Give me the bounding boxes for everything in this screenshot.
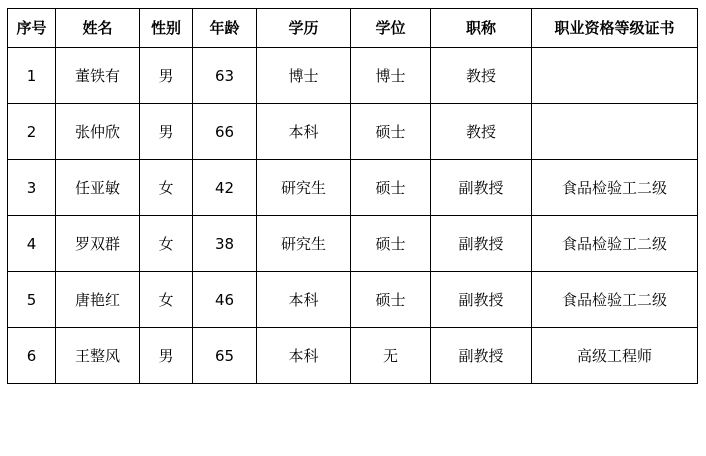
cell-title: 副教授	[431, 216, 532, 272]
cell-certificate: 食品检验工二级	[532, 272, 698, 328]
cell-name: 任亚敏	[56, 160, 140, 216]
table-header	[8, 9, 698, 48]
table-row	[8, 272, 698, 328]
cell-age: 38	[193, 216, 257, 272]
cell-title: 副教授	[431, 160, 532, 216]
cell-sex: 女	[140, 216, 193, 272]
cell-index: 3	[8, 160, 56, 216]
cell-name: 张仲欣	[56, 104, 140, 160]
table-body	[8, 48, 698, 384]
column-header-education: 学历	[257, 9, 351, 48]
table-row	[8, 104, 698, 160]
column-header-title: 职称	[431, 9, 532, 48]
cell-index: 5	[8, 272, 56, 328]
table-row	[8, 48, 698, 104]
cell-name: 唐艳红	[56, 272, 140, 328]
cell-index: 1	[8, 48, 56, 104]
cell-sex: 男	[140, 328, 193, 384]
column-header-sex: 性别	[140, 9, 193, 48]
table-row	[8, 160, 698, 216]
cell-age: 46	[193, 272, 257, 328]
cell-sex: 女	[140, 272, 193, 328]
cell-index: 2	[8, 104, 56, 160]
cell-certificate: 食品检验工二级	[532, 216, 698, 272]
cell-title: 教授	[431, 48, 532, 104]
cell-name: 董铁有	[56, 48, 140, 104]
column-header-name: 姓名	[56, 9, 140, 48]
cell-degree: 硕士	[351, 272, 431, 328]
column-header-degree: 学位	[351, 9, 431, 48]
cell-education: 本科	[257, 104, 351, 160]
cell-sex: 男	[140, 104, 193, 160]
cell-age: 63	[193, 48, 257, 104]
cell-degree: 无	[351, 328, 431, 384]
cell-education: 研究生	[257, 216, 351, 272]
cell-index: 4	[8, 216, 56, 272]
cell-sex: 女	[140, 160, 193, 216]
cell-education: 博士	[257, 48, 351, 104]
cell-index: 6	[8, 328, 56, 384]
personnel-table	[7, 8, 698, 384]
cell-certificate: 高级工程师	[532, 328, 698, 384]
column-header-certificate: 职业资格等级证书	[532, 9, 698, 48]
cell-degree: 硕士	[351, 104, 431, 160]
cell-certificate: 食品检验工二级	[532, 160, 698, 216]
table-row	[8, 216, 698, 272]
cell-age: 42	[193, 160, 257, 216]
cell-certificate	[532, 104, 698, 160]
column-header-age: 年龄	[193, 9, 257, 48]
cell-degree: 硕士	[351, 160, 431, 216]
cell-education: 本科	[257, 328, 351, 384]
column-header-index: 序号	[8, 9, 56, 48]
cell-age: 65	[193, 328, 257, 384]
cell-name: 王整风	[56, 328, 140, 384]
cell-education: 本科	[257, 272, 351, 328]
cell-title: 教授	[431, 104, 532, 160]
cell-education: 研究生	[257, 160, 351, 216]
table-header-row	[8, 9, 698, 48]
cell-age: 66	[193, 104, 257, 160]
cell-certificate	[532, 48, 698, 104]
cell-degree: 硕士	[351, 216, 431, 272]
document-page	[0, 8, 706, 456]
cell-title: 副教授	[431, 328, 532, 384]
cell-title: 副教授	[431, 272, 532, 328]
table-row	[8, 328, 698, 384]
cell-degree: 博士	[351, 48, 431, 104]
cell-name: 罗双群	[56, 216, 140, 272]
cell-sex: 男	[140, 48, 193, 104]
